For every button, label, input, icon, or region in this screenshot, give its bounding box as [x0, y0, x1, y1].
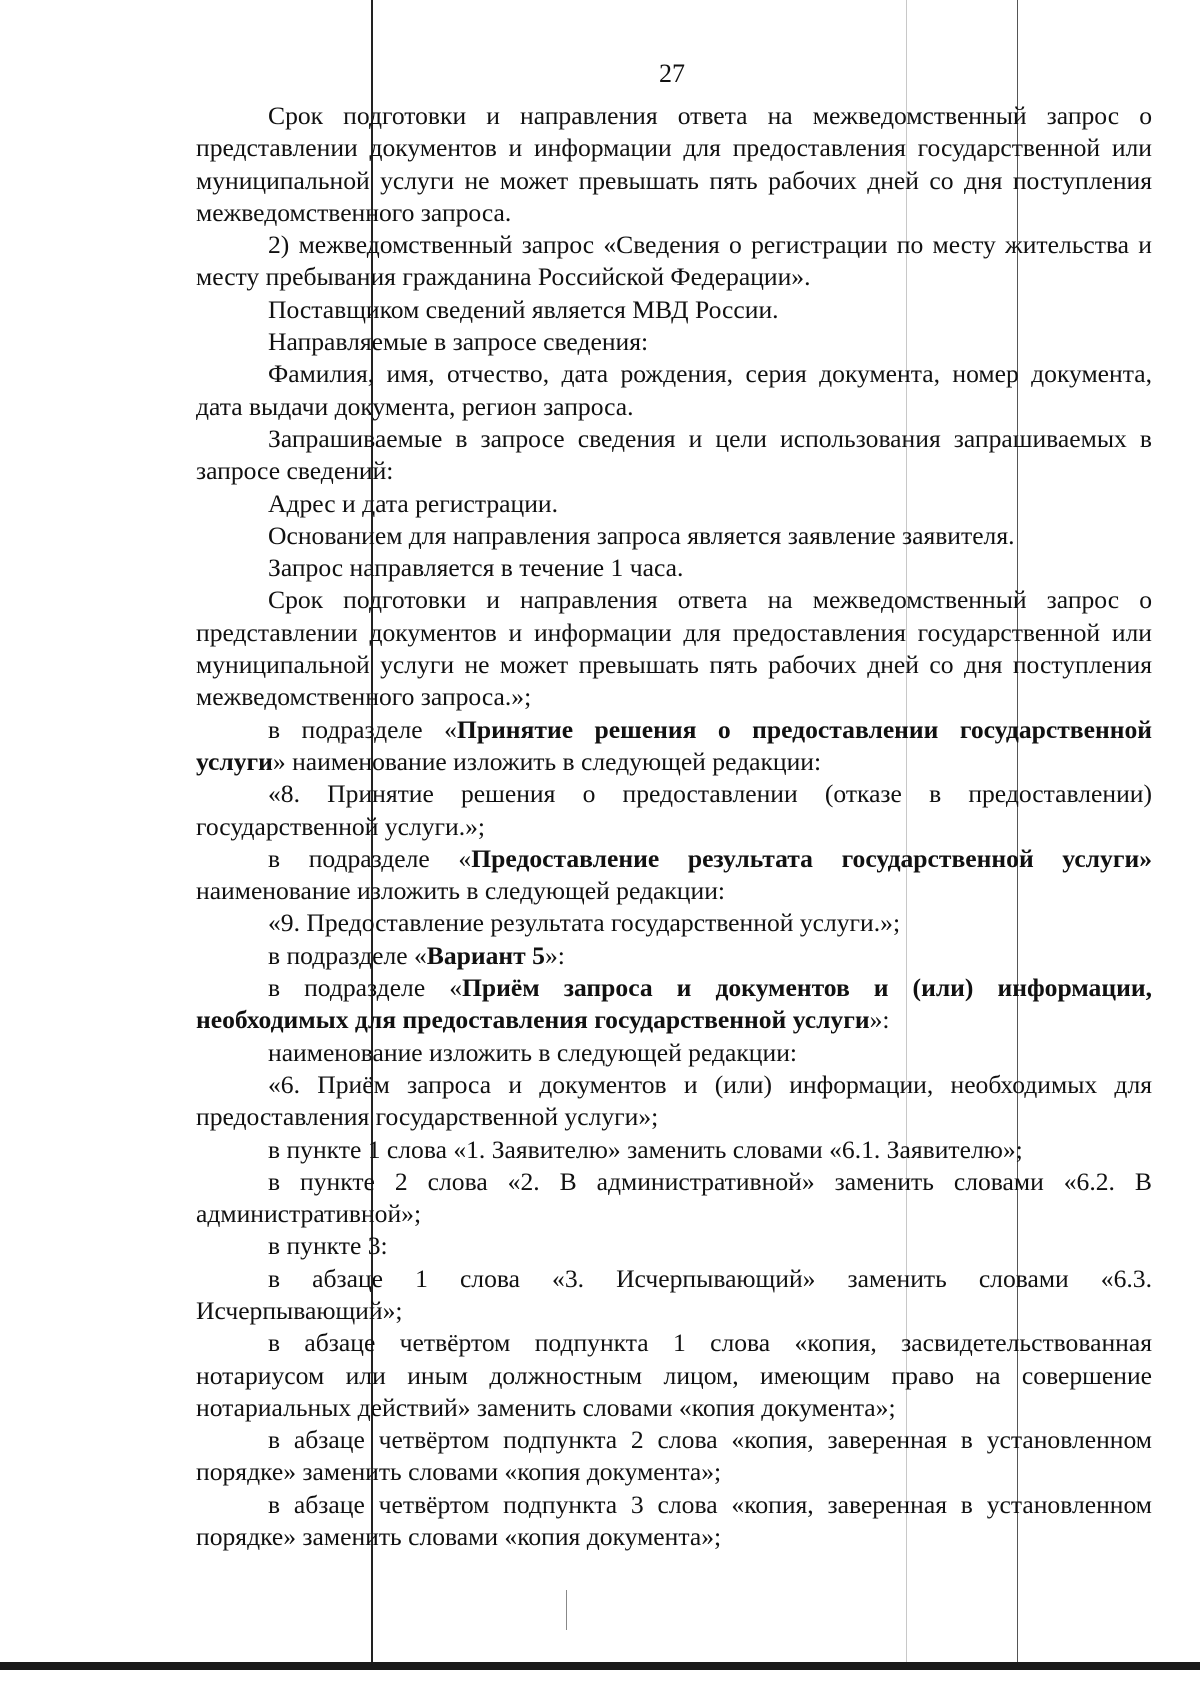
subsection-title: Вариант 5 — [426, 940, 545, 970]
paragraph: в абзаце четвёртом подпункта 2 слова «копия, заверенная в установленном порядке» заменить словами «копия документа»; — [196, 1425, 1152, 1487]
paragraph: в пункте 3: — [268, 1231, 388, 1261]
paragraph: в абзаце четвёртом подпункта 1 слова «копия, засвидетельствованная нотариусом или иным должностным лицом, имеющим право на совершение нотариальных действий» заменить словами «копия документа»; — [196, 1328, 1152, 1422]
paragraph-lead: в подразделе « — [268, 973, 462, 1003]
paragraph: Срок подготовки и направления ответа на межведомственный запрос о представлении документов и информации для предоставления государственной или муниципальной услуги не может превышать пять рабочих дней со дня поступления межведомственного запроса. — [196, 101, 1152, 227]
subsection-title: Принятие решения о предоставлении государственной услуги — [196, 714, 1152, 776]
paragraph: в пункте 2 слова «2. В административной» заменить словами «6.2. В административной»; — [196, 1166, 1152, 1229]
paragraph-with-bold — [196, 972, 1152, 1037]
paragraph: в пункте 1 слова «1. Заявителю» заменить словами «6.1. Заявителю»; — [268, 1134, 1023, 1164]
paragraph: Направляемые в запросе сведения: — [268, 327, 649, 357]
paragraph: Адрес и дата регистрации. — [268, 488, 558, 518]
paragraph-tail: » наименование изложить в следующей редакции: — [272, 746, 822, 776]
subsection-title: Приём запроса и документов и (или) информации, необходимых для предоставления государственной услуги — [196, 973, 1152, 1035]
paragraph-with-bold — [196, 714, 1152, 779]
page-number: 27 — [659, 59, 685, 88]
paragraph: 2) межведомственный запрос «Сведения о регистрации по месту жительства и месту пребывания гражданина Российской Федерации». — [196, 230, 1152, 292]
paragraph-with-bold — [196, 843, 1152, 908]
scan-artifact-bottom-edge — [0, 1662, 1200, 1670]
paragraph-lead: в подразделе « — [268, 843, 472, 873]
paragraph: Основанием для направления запроса является заявление заявителя. — [268, 520, 1015, 550]
paragraph-lead: в подразделе « — [268, 714, 457, 744]
paragraph-with-bold — [196, 940, 1152, 972]
scan-artifact-mark — [566, 1590, 567, 1630]
paragraph: «6. Приём запроса и документов и (или) информации, необходимых для предоставления государственной услуги»; — [196, 1069, 1152, 1132]
paragraph-tail: »: — [544, 940, 565, 970]
paragraph: Запрашиваемые в запросе сведения и цели использования запрашиваемых в запросе сведений: — [196, 423, 1152, 486]
paragraph: в абзаце четвёртом подпункта 3 слова «копия, заверенная в установленном порядке» заменить словами «копия документа»; — [196, 1489, 1152, 1552]
paragraph: Фамилия, имя, отчество, дата рождения, серия документа, номер документа, дата выдачи документа, регион запроса. — [196, 359, 1152, 421]
document-body — [196, 100, 1152, 1553]
paragraph: «8. Принятие решения о предоставлении (отказе в предоставлении) государственной услуги.»; — [196, 779, 1152, 841]
paragraph: Срок подготовки и направления ответа на межведомственный запрос о представлении документов и информации для предоставления государственной или муниципальной услуги не может превышать пять рабочих дней со дня поступления межведомственного запроса.»; — [196, 585, 1152, 712]
paragraph-lead: в подразделе « — [268, 940, 427, 970]
paragraph: «9. Предоставление результата государственной услуги.»; — [268, 908, 901, 938]
paragraph: Поставщиком сведений является МВД России. — [268, 294, 779, 324]
paragraph-tail: »: — [869, 1005, 890, 1035]
paragraph: Запрос направляется в течение 1 часа. — [268, 553, 684, 583]
paragraph-tail: наименование изложить в следующей редакции: — [196, 876, 726, 906]
subsection-title: Предоставление результата государственной услуги» — [471, 843, 1152, 873]
paragraph: в абзаце 1 слова «3. Исчерпывающий» заменить словами «6.3. Исчерпывающий»; — [196, 1263, 1152, 1325]
paragraph: наименование изложить в следующей редакции: — [268, 1037, 798, 1067]
